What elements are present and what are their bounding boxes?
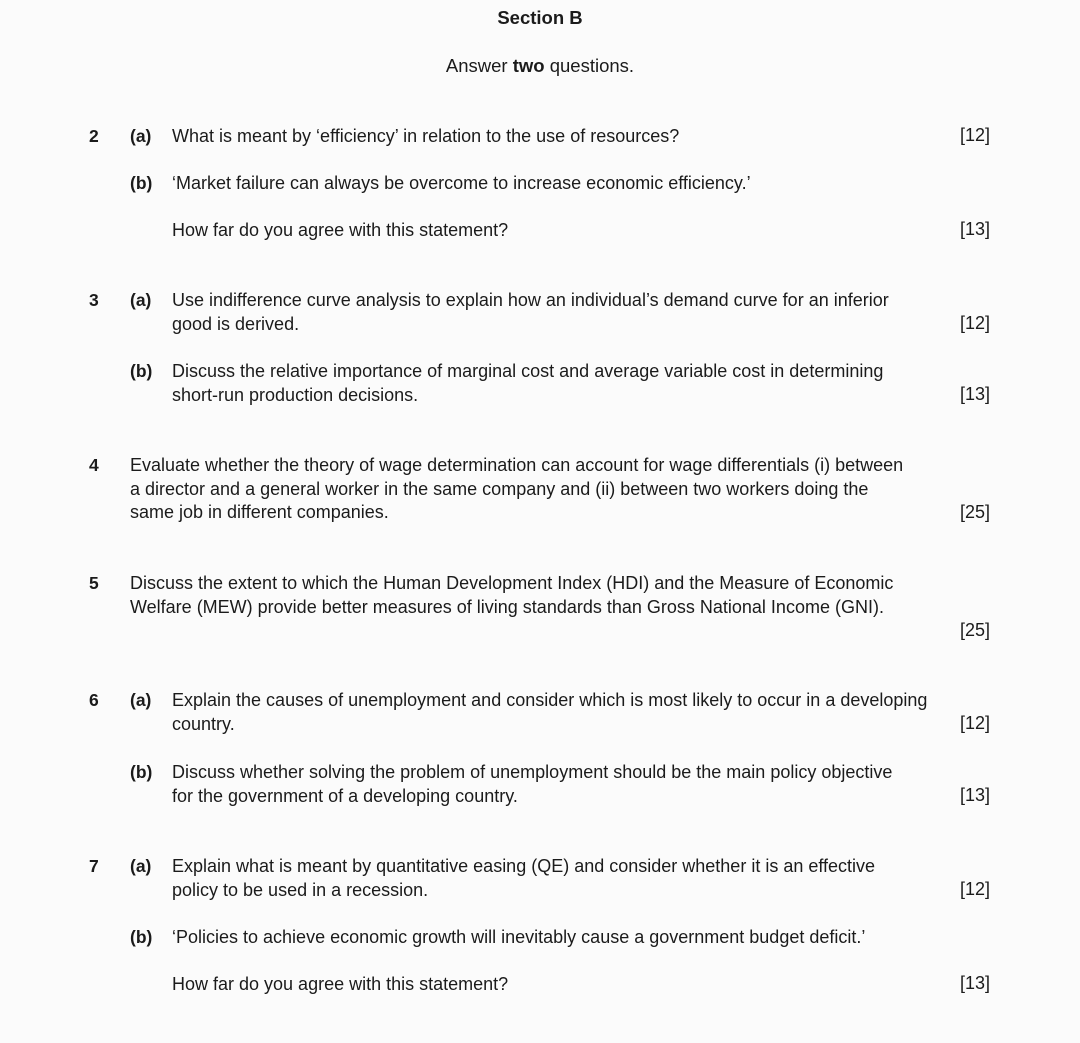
part-text: Discuss the relative importance of marginal cost and average variable cost in determining short-run production decisions. (172, 361, 884, 405)
part-subtext: How far do you agree with this statement? (172, 974, 509, 994)
part-mark: [13] (959, 384, 990, 404)
question-number: 5 (89, 573, 99, 593)
question-number: 4 (89, 455, 99, 475)
part-label: (a) (130, 856, 152, 876)
part-mark: [12] (959, 313, 990, 333)
part-text: Explain what is meant by quantitative easing (QE) and consider whether it is an effective policy to be used in a recession. (172, 856, 876, 900)
question-text: Discuss the extent to which the Human Development Index (HDI) and the Measure of Economic Welfare (MEW) provide better measures of living standards than Gross National Income (GNI). (130, 573, 894, 617)
instruction: Answer two questions. (445, 55, 635, 76)
question-number: 3 (89, 290, 99, 310)
question-number: 7 (89, 856, 99, 876)
part-text: Explain the causes of unemployment and consider which is most likely to occur in a developing country. (172, 690, 928, 734)
question-mark: [25] (959, 620, 990, 640)
question-number: 6 (89, 690, 99, 710)
part-mark: [12] (959, 125, 990, 145)
part-subtext: How far do you agree with this statement? (172, 220, 509, 240)
part-label: (a) (130, 290, 152, 310)
instruction-emphasis: two (512, 55, 545, 76)
part-label: (a) (130, 690, 152, 710)
part-mark: [12] (959, 713, 990, 733)
question-number: 2 (89, 126, 99, 146)
part-label: (b) (130, 173, 153, 193)
section-title: Section B (497, 7, 583, 28)
part-label: (b) (130, 361, 153, 381)
part-label: (b) (130, 762, 153, 782)
part-mark: [13] (959, 219, 990, 239)
part-text: Discuss whether solving the problem of unemployment should be the main policy objective for the government of a developing country. (172, 762, 893, 806)
part-label: (b) (130, 927, 153, 947)
part-text: ‘Market failure can always be overcome to increase economic efficiency.’ (172, 173, 751, 193)
part-text: What is meant by ‘efficiency’ in relation to the use of resources? (172, 126, 680, 146)
part-text: ‘Policies to achieve economic growth will inevitably cause a government budget deficit.’ (172, 927, 866, 947)
part-mark: [12] (959, 879, 990, 899)
part-mark: [13] (959, 785, 990, 805)
question-text: Evaluate whether the theory of wage determination can account for wage differentials (i) between a director and a general worker in the same company and (ii) between two workers doing the same job in different companies. (130, 455, 904, 522)
part-label: (a) (130, 126, 152, 146)
part-mark: [13] (959, 973, 990, 993)
part-text: Use indifference curve analysis to explain how an individual’s demand curve for an inferior good is derived. (172, 290, 889, 334)
question-mark: [25] (959, 502, 990, 522)
